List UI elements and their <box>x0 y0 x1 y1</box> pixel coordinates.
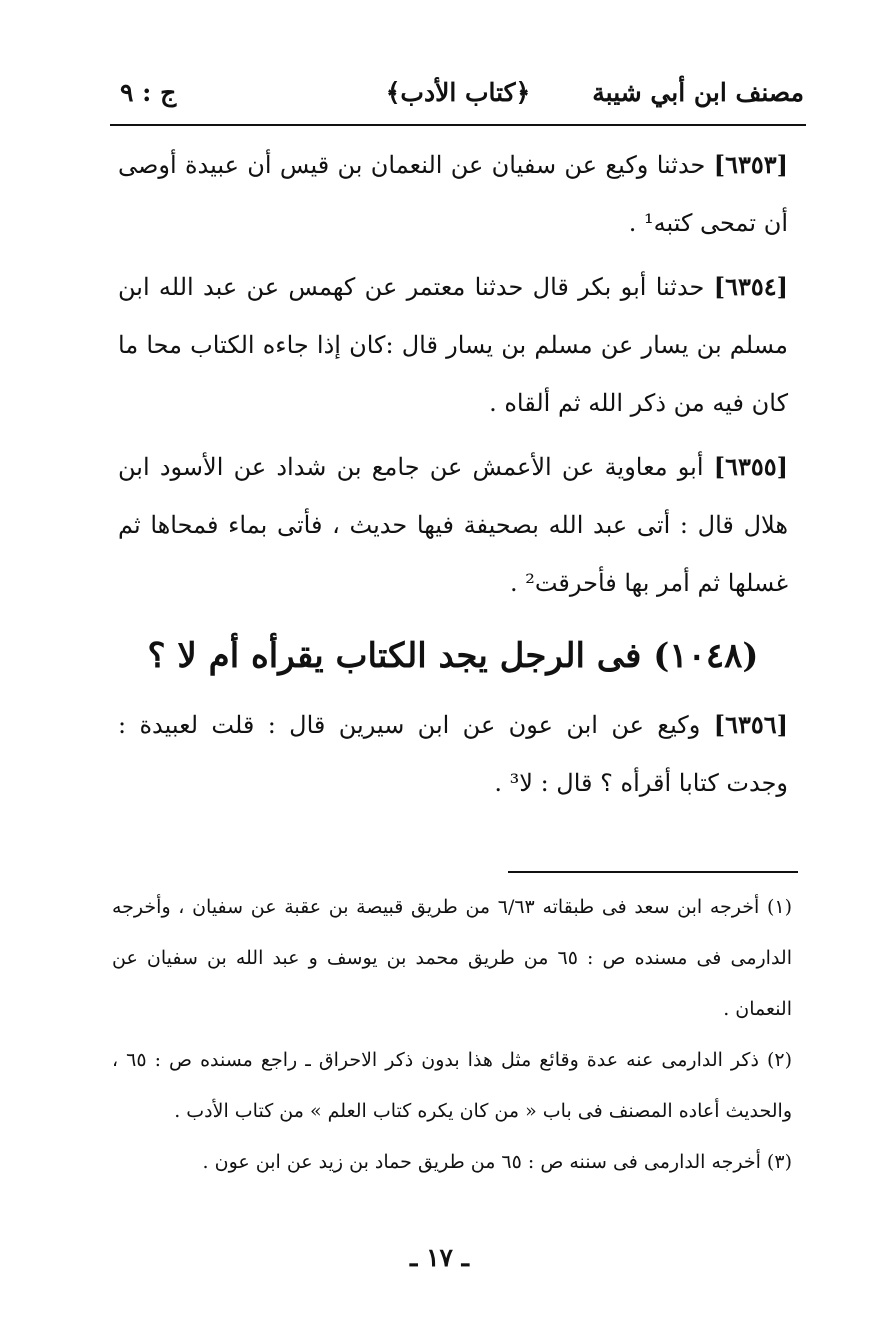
hadith-text: أبو معاوية عن الأعمش عن جامع بن شداد عن الأسود ابن هلال قال : أتى عبد الله بصحيفة فيها حديث ، فأتى بماء فمحاها ثم غسلها ثم أمر بها فأحرقت² . <box>118 453 788 597</box>
hadith-number: [٦٣٥٥] <box>713 452 788 481</box>
footnote: (١) أخرجه ابن سعد فى طبقاته ٦/٦٣ من طريق قبيصة بن عقبة عن سفيان ، وأخرجه الدارمى فى مسنده ص : ٦٥ من طريق محمد بن يوسف و عبد الله بن سفيان عن النعمان . <box>112 896 792 1020</box>
hadith-number: [٦٣٥٦] <box>713 710 788 739</box>
running-header <box>112 72 804 116</box>
page-number: ـ ١٧ ـ <box>410 1243 469 1272</box>
hadith-number: [٦٣٥٣] <box>713 150 788 179</box>
hadith-text: حدثنا وكيع عن سفيان عن النعمان بن قيس أن عبيدة أوصى أن تمحى كتبه¹ . <box>118 151 788 237</box>
book-title: مصنف ابن أبي شيبة <box>592 78 804 107</box>
section-title: ﴿كتاب الأدب﴾ <box>385 78 531 107</box>
footnote: (٢) ذكر الدارمى عنه عدة وقائع مثل هذا بدون ذكر الاحراق ـ راجع مسنده ص : ٦٥ ، والحديث أعاده المصنف فى باب « من كان يكره كتاب العلم » من كتاب الأدب . <box>112 1049 792 1122</box>
hadith-paragraph <box>118 136 788 252</box>
footnotes <box>112 882 792 1188</box>
hadith-paragraph <box>118 438 788 612</box>
main-text <box>118 136 788 812</box>
hadith-text: حدثنا أبو بكر قال حدثنا معتمر عن كهمس عن عبد الله ابن مسلم بن يسار عن مسلم بن يسار قال :كان إذا جاءه الكتاب محا ما كان فيه من ذكر الله ثم ألقاه . <box>118 273 788 417</box>
chapter-heading: (١٠٤٨) فى الرجل يجد الكتاب يقرأه أم لا ؟ <box>147 636 759 676</box>
hadith-text: وكيع عن ابن عون عن ابن سيرين قال : قلت لعبيدة : وجدت كتابا أقرأه ؟ قال : لا³ . <box>118 711 788 797</box>
header-rule <box>110 124 806 126</box>
volume-number: ج : ٩ <box>120 78 177 107</box>
hadith-number: [٦٣٥٤] <box>713 272 788 301</box>
hadith-paragraph <box>118 696 788 812</box>
footnote-rule <box>508 871 798 873</box>
footnote: (٣) أخرجه الدارمى فى سننه ص : ٦٥ من طريق حماد بن زيد عن ابن عون . <box>202 1151 792 1173</box>
hadith-paragraph <box>118 258 788 432</box>
